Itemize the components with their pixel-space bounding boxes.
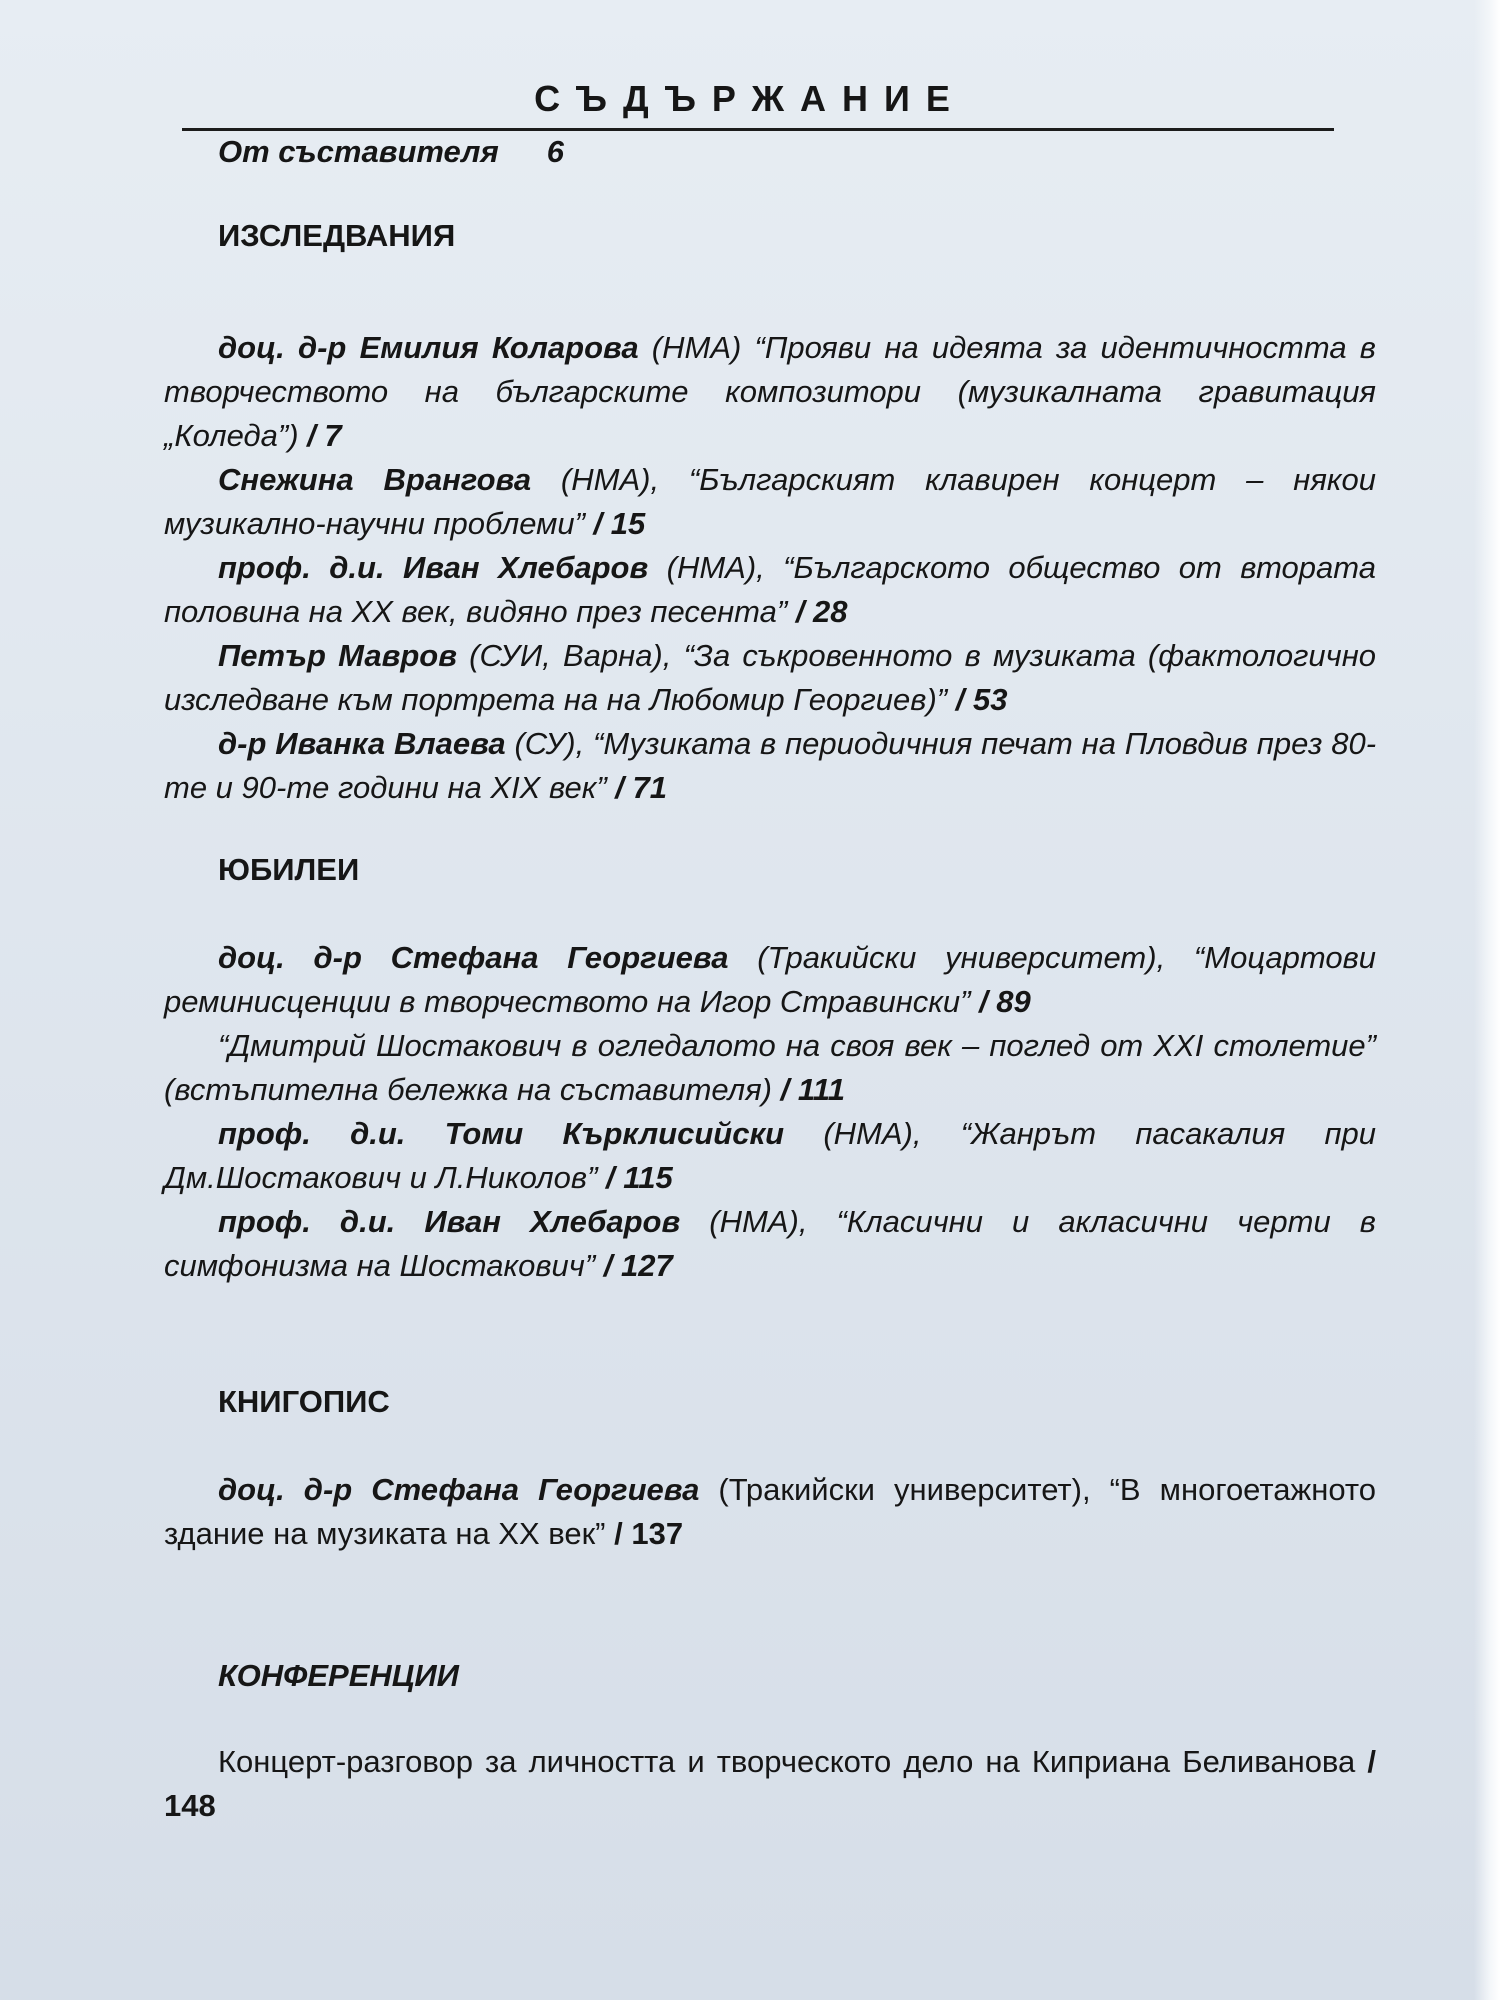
entry-page: / 148 (164, 1744, 1376, 1823)
entry-author: проф. д.и. Томи Кърклисийски (218, 1116, 785, 1151)
entry-page: / 7 (298, 418, 342, 453)
entry-title: (НМА), “Жанрът пасакалия при Дм.Шостакович и Л.Николов” (164, 1116, 1376, 1195)
entry-title: “Дмитрий Шостакович в огледалото на своя век – поглед от XXI столетие” (встъпителна бележка на съставителя) (164, 1028, 1376, 1107)
entry-author: Петър Мавров (218, 638, 457, 673)
toc-entry (164, 936, 1376, 1024)
entry-title: (НМА) “Прояви на идеята за идентичността в творчеството на българските композитори (музикалната гравитация „Коледа”) (164, 330, 1376, 453)
preface-entry (218, 134, 564, 170)
entry-page: / 28 (787, 594, 848, 629)
entry-page: / 71 (606, 770, 668, 805)
toc-entry (164, 458, 1376, 546)
section-heading-bibliography: КНИГОПИС (218, 1384, 390, 1419)
entry-title: Концерт-разговор за личността и творческото дело на Киприана Беливанова (218, 1744, 1356, 1779)
toc-entry (164, 546, 1376, 634)
entry-page: / 89 (970, 984, 1031, 1019)
entry-title: (Тракийски университет), “В многоетажното здание на музиката на ХХ век” (164, 1472, 1376, 1551)
entry-title: (СУ), “Музиката в периодичния печат на Пловдив през 80-те и 90-те години на XIX век” (164, 726, 1377, 805)
entry-author: доц. д-р Стефана Георгиева (218, 940, 729, 975)
section-heading-conferences: КОНФЕРЕНЦИИ (218, 1658, 459, 1693)
toc-entry (164, 1112, 1376, 1200)
toc-entry (164, 634, 1376, 722)
entry-page: / 115 (597, 1160, 673, 1195)
toc-entry (164, 722, 1376, 810)
entry-title: (НМА), “Българското общество от втората половина на ХХ век, видяно през песента” (164, 550, 1376, 629)
section-heading-research: ИЗСЛЕДВАНИЯ (218, 218, 456, 253)
entry-page: / 137 (605, 1516, 684, 1551)
entry-author: доц. д-р Стефана Георгиева (218, 1472, 700, 1507)
entry-page: / 111 (772, 1072, 845, 1107)
entry-title: (СУИ, Варна), “За съкровенното в музиката (фактологично изследване към портрета на на Любомир Георгиев)” (164, 638, 1376, 717)
page-title: СЪДЪРЖАНИЕ (534, 78, 966, 119)
toc-entry (164, 1200, 1376, 1288)
preface-label: От съставителя (218, 134, 499, 169)
entry-page: / 127 (595, 1248, 673, 1283)
toc-entry (164, 326, 1376, 458)
toc-entry (164, 1024, 1376, 1112)
entry-page: / 15 (584, 506, 646, 541)
title-rule (182, 128, 1334, 131)
entry-author: Снежина Врангова (218, 462, 532, 497)
entry-title: (НМА), “Класични и акласични черти в симфонизма на Шостакович” (164, 1204, 1376, 1283)
entry-title: (НМА), “Българският клавирен концерт – някои музикално-научни проблеми” (164, 462, 1376, 541)
toc-entry (164, 1468, 1376, 1556)
page-edge (1474, 0, 1500, 2000)
entry-page: / 53 (947, 682, 1008, 717)
toc-entry (164, 1740, 1376, 1828)
entry-title: (Тракийски университет), “Моцартови реминисценции в творчеството на Игор Стравински” (164, 940, 1377, 1019)
entry-author: д-р Иванка Влаева (218, 726, 506, 761)
entry-author: проф. д.и. Иван Хлебаров (218, 1204, 681, 1239)
section-heading-jubilees: ЮБИЛЕИ (218, 852, 360, 887)
entry-author: проф. д.и. Иван Хлебаров (218, 550, 649, 585)
entry-author: доц. д-р Емилия Коларова (218, 330, 639, 365)
preface-page: 6 (546, 134, 564, 169)
